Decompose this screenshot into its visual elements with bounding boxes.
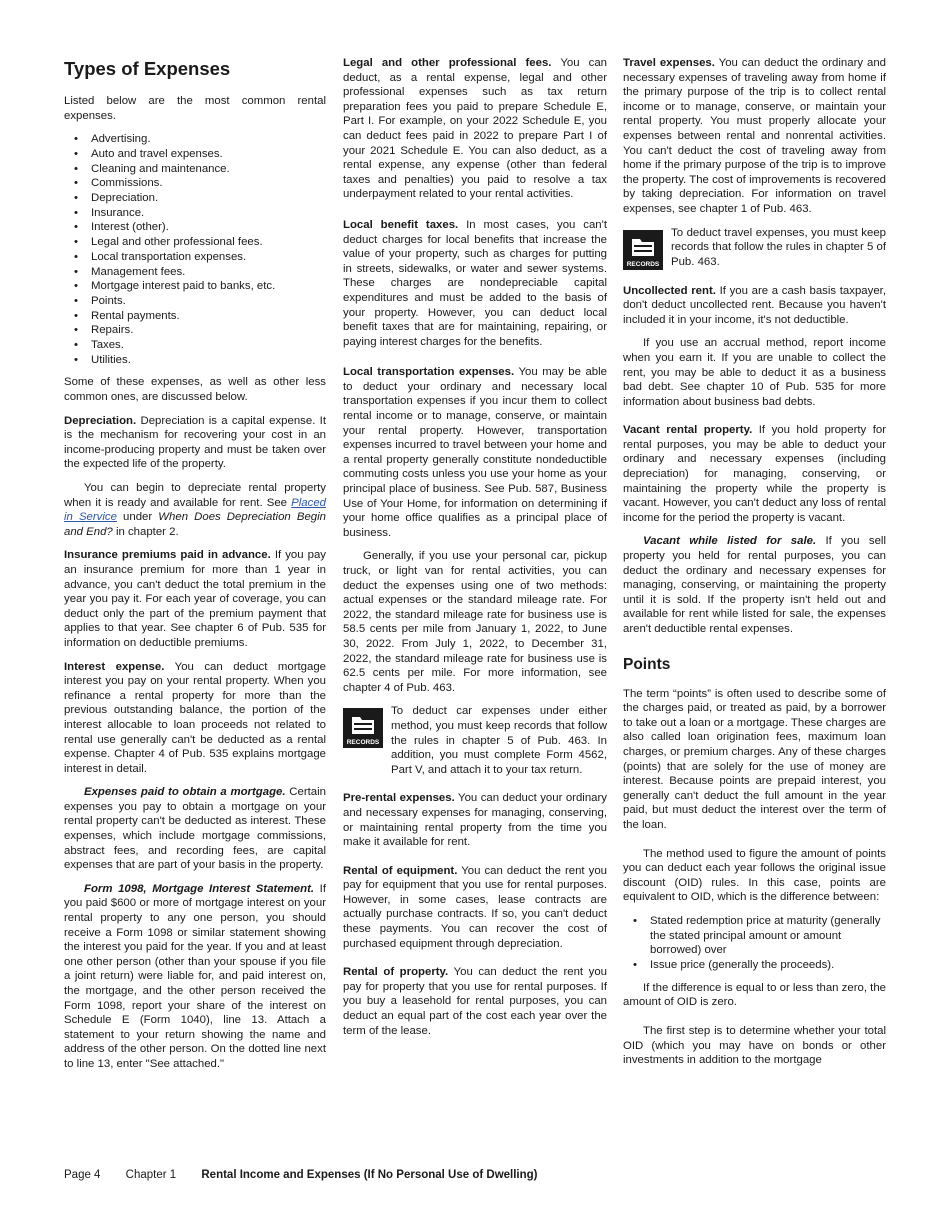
run-in-heading: Insurance premiums paid in advance. (64, 549, 271, 562)
list-item: • Interest (other). (74, 220, 326, 235)
column-right (623, 56, 886, 1077)
after-list-paragraph: Some of these expenses, as well as other less common ones, are discussed below. (64, 376, 326, 404)
records-note (343, 704, 607, 777)
run-in-heading: Travel expenses. (623, 57, 715, 69)
paragraph-text: under (123, 511, 153, 524)
records-note-text: To deduct car expenses under either method, you must keep records that follow the rules in chapter 5 of Pub. 463. In addition, you must complete Form 4562, Part V, and attach it to your tax return. (391, 705, 607, 776)
list-item: • Depreciation. (74, 191, 326, 206)
run-in-heading: Uncollected rent. (623, 284, 716, 297)
list-item: • Auto and travel expenses. (74, 147, 326, 162)
list-item: • Repairs. (74, 323, 326, 338)
run-in-heading: Local benefit taxes. (343, 218, 459, 231)
run-in-heading: Interest expense. (64, 660, 165, 673)
run-in-heading: Legal and other professional fees. (343, 57, 552, 69)
paragraph-text: You can deduct, as a rental expense, legal and other professional expenses such as tax return preparation fees you paid to prepare Schedule E, Part I. For example, on your 2022 Schedule E, you can deduct fees paid in 2022 to prepare Part I of your 2021 Schedule E. You can also deduct, as a rental expense, any expense (other than federal taxes and penalties) you paid to resolve a tax underpayment related to your rental activities. (343, 57, 607, 201)
local-benefit-taxes-paragraph (343, 218, 607, 349)
list-item: • Points. (74, 294, 326, 309)
paragraph-text: If you pay an insurance premium for more than 1 year in advance, you can't deduct the total premium in the year you pay it. For each year of coverage, you can deduct only the part of the premium payment that applies to that year. See chapter 6 of Pub. 535 for information on deductible premiums. (64, 549, 326, 649)
paragraph-text: Depreciation is a capital expense. It is the mechanism for recovering your cost in an income-producing property and must be taken over the expected life of the property. (64, 414, 326, 471)
records-note (623, 226, 886, 270)
list-item: • Commissions. (74, 176, 326, 191)
oid-list (623, 914, 886, 973)
pre-rental-paragraph (343, 791, 607, 849)
column-middle (343, 56, 607, 1047)
records-icon (343, 708, 383, 748)
uncollected-rent-paragraph-2: If you use an accrual method, report income when you earn it. If you are unable to collect the rent, you may be able to deduct it as a business bad debt. See chapter 10 of Pub. 535 for more information about business bad debts. (623, 337, 886, 408)
records-note-text: To deduct travel expenses, you must keep records that follow the rules in chapter 5 of Pub. 463. (671, 226, 886, 268)
list-item: • Rental payments. (74, 309, 326, 324)
depreciation-paragraph-2 (64, 481, 326, 539)
list-item: • Local transportation expenses. (74, 250, 326, 265)
paragraph-text: Certain expenses you pay to obtain a mortgage on your rental property can't be deducted as interest. These expenses, which include mortgage commissions, abstract fees, and recording fees, are capital expenses that are part of your basis in the property. (64, 786, 326, 872)
form-1098-paragraph (64, 882, 326, 1072)
footer-chapter: Chapter 1 (125, 1169, 177, 1181)
depreciation-paragraph (64, 414, 326, 472)
paragraph-text: in chapter 2. (115, 525, 179, 538)
paragraph-text: If you sell property you held for rental purposes, you can deduct the ordinary and necessary expenses for managing, conserving, or maintaining the property until it is sold. If the property isn't held out and available for rent while listed for sale, the expenses aren't deductible rental expenses. (623, 535, 886, 635)
intro-paragraph: Listed below are the most common rental expenses. (64, 95, 326, 122)
run-in-heading: Depreciation. (64, 414, 137, 427)
run-in-heading: Vacant rental property. (623, 424, 753, 437)
paragraph-text: You can deduct the rent you pay for equipment that you use for rental purposes. However, in some cases, lease contracts are actually purchase contracts. If so, you can't deduct these payments. You can recover the cost of purchased equipment through depreciation. (343, 864, 607, 950)
list-item: • Stated redemption price at maturity (generally the stated principal amount or amount borrowed) over (633, 914, 886, 958)
insurance-paragraph (64, 548, 326, 650)
footer-title: Rental Income and Expenses (If No Personal Use of Dwelling) (201, 1169, 538, 1181)
italic-reference: When Does Depreciation Begin and End? (64, 511, 326, 538)
section-heading-points: Points (623, 655, 671, 673)
paragraph-text: You can deduct the rent you pay for property that you use for rental purposes. If you buy a leasehold for rental purposes, you can deduct an equal part of the cost each year over the term of the lease. (343, 966, 607, 1037)
paragraph-text: If you hold property for rental purposes, you may be able to deduct your ordinary and necessary expenses (including depreciation) for managing, conserving, or maintaining the property while the property is vacant. However, you can't deduct any loss of rental income for the period the property is vacant. (623, 424, 887, 524)
uncollected-rent-paragraph (623, 284, 886, 328)
list-item: • Advertising. (74, 132, 326, 147)
run-in-heading: Form 1098, Mortgage Interest Statement. (84, 882, 315, 895)
legal-fees-paragraph (343, 56, 607, 202)
records-icon-label: RECORDS (626, 260, 660, 268)
paragraph-text: You can begin to depreciate rental property when it is ready and available for rent. See (64, 482, 326, 509)
paragraph-text: If you paid $600 or more of mortgage interest on your rental property to any one person, you should receive a Form 1098 or similar statement showing the interest you paid for the year. If you and at least one other person (other than your spouse if you file a joint return) were liable for, and paid interest on, the mortgage, and the other person received the Form 1098, report your share of the interest on Schedule E (Form 1040), line 13. Attach a statement to your return showing the name and address of the other person. On the dotted line next to line 13, enter "See attached." (64, 882, 326, 1070)
run-in-heading: Vacant while listed for sale. (643, 535, 817, 548)
list-item: • Issue price (generally the proceeds). (633, 958, 886, 973)
vacant-property-paragraph (623, 423, 886, 525)
placed-in-service-link[interactable]: Placed in Service (64, 496, 326, 524)
run-in-heading: Expenses paid to obtain a mortgage. (84, 786, 286, 799)
rental-equipment-paragraph (343, 864, 607, 952)
records-icon-label: RECORDS (346, 739, 380, 747)
list-item: • Mortgage interest paid to banks, etc. (74, 279, 326, 294)
vacant-listed-for-sale-paragraph (623, 534, 886, 636)
first-step-paragraph: The first step is to determine whether your total OID (which you may have on bonds or other investments in addition to the mortgage (623, 1024, 886, 1067)
paragraph-text: You may be able to deduct your ordinary and necessary local transportation expenses if you incur them to collect rental income or to manage, conserve, or maintain your rental property. However, transportation expenses incurred to travel between your home and a rental property generally constitute nondeductible commuting costs unless you use your home as your principal place of business. See Pub. 587, Business Use of Your Home, for information on determining if your home office qualifies as a principal place of business. (343, 366, 607, 539)
run-in-heading: Local transportation expenses. (343, 366, 515, 379)
records-icon (623, 230, 663, 270)
oid-zero-paragraph: If the difference is equal to or less than zero, the amount of OID is zero. (623, 981, 886, 1009)
paragraph-text: If you are a cash basis taxpayer, don't deduct uncollected rent. Because you haven't included it in your income, it's not deductible. (623, 284, 886, 326)
expense-list (64, 132, 326, 367)
paragraph-text: You can deduct your ordinary and necessary expenses for managing, conserving, or maintaining rental property from the time you make it available for rent. (343, 792, 607, 849)
oid-method-paragraph: The method used to figure the amount of points you can deduct each year follows the original issue discount (OID) rules. In this case, points are equivalent to OID, which is the difference between: (623, 847, 886, 904)
page-footer (64, 1169, 560, 1181)
list-item: • Cleaning and maintenance. (74, 162, 326, 177)
paragraph-text: You can deduct mortgage interest you pay on your rental property. When you refinance a rental property for more than the previous outstanding balance, the portion of the interest allocable to loan proceeds not related to rental use generally can't be deducted as a rental expense. Chapter 4 of Pub. 535 explains mortgage interest in detail. (64, 660, 327, 775)
travel-expenses-paragraph (623, 56, 886, 217)
list-item: • Management fees. (74, 265, 326, 280)
run-in-heading: Rental of equipment. (343, 864, 458, 877)
list-item: • Legal and other professional fees. (74, 235, 326, 250)
list-item: • Utilities. (74, 353, 326, 368)
page-number: Page 4 (64, 1169, 101, 1181)
list-item: • Insurance. (74, 206, 326, 221)
paragraph-text: In most cases, you can't deduct charges for local benefits that increase the value of your property, such as charges for putting in streets, sidewalks, or water and sewer systems. These charges are nondepreciable capital expenditures and must be added to the basis of your property. However, you can deduct local benefit taxes that are for maintaining, repairing, or paying interest charges for the benefits. (343, 218, 607, 348)
column-left (64, 56, 326, 1081)
local-transportation-paragraph-2: Generally, if you use your personal car, pickup truck, or light van for rental activities, you can deduct the expenses using one of two methods: actual expenses or the standard mileage rate. For 2022, the standard mileage rate for business use is 58.5 cents per mile from January 1, 2022, to June 30, 2022. From July 1, 2022, to December 31, 2022, the standard mileage rate for business use is 62.5 cents per mile. For more information, see chapter 4 of Pub. 463. (343, 550, 607, 694)
rental-property-paragraph (343, 965, 607, 1038)
run-in-heading: Pre-rental expenses. (343, 792, 455, 805)
run-in-heading: Rental of property. (343, 966, 449, 979)
list-item: • Taxes. (74, 338, 326, 353)
local-transportation-paragraph (343, 365, 607, 540)
paragraph-text: You can deduct the ordinary and necessary expenses of traveling away from home if the primary purpose of the trip is to collect rental income or to manage, conserve, or maintain your rental property. You must properly allocate your expenses between rental and nonrental activities. You can't deduct the cost of traveling away from home if the primary purpose of the trip is to improve the property. The cost of improvements is recovered by taking depreciation. For information on travel expenses, see chapter 1 of Pub. 463. (623, 57, 886, 215)
mortgage-expenses-paragraph (64, 785, 326, 873)
interest-expense-paragraph (64, 660, 326, 777)
section-heading-types-of-expenses: Types of Expenses (64, 58, 231, 79)
points-paragraph: The term “points” is often used to describe some of the charges paid, or treated as paid, by a borrower to take out a loan or a mortgage. These charges are also called loan origination fees, maximum loan charges, or premium charges. Any of these charges (points) that are solely for the use of money are interest. Because points are prepaid interest, you generally can't deduct the full amount in the year paid, but must deduct the interest over the term of the loan. (623, 687, 886, 831)
